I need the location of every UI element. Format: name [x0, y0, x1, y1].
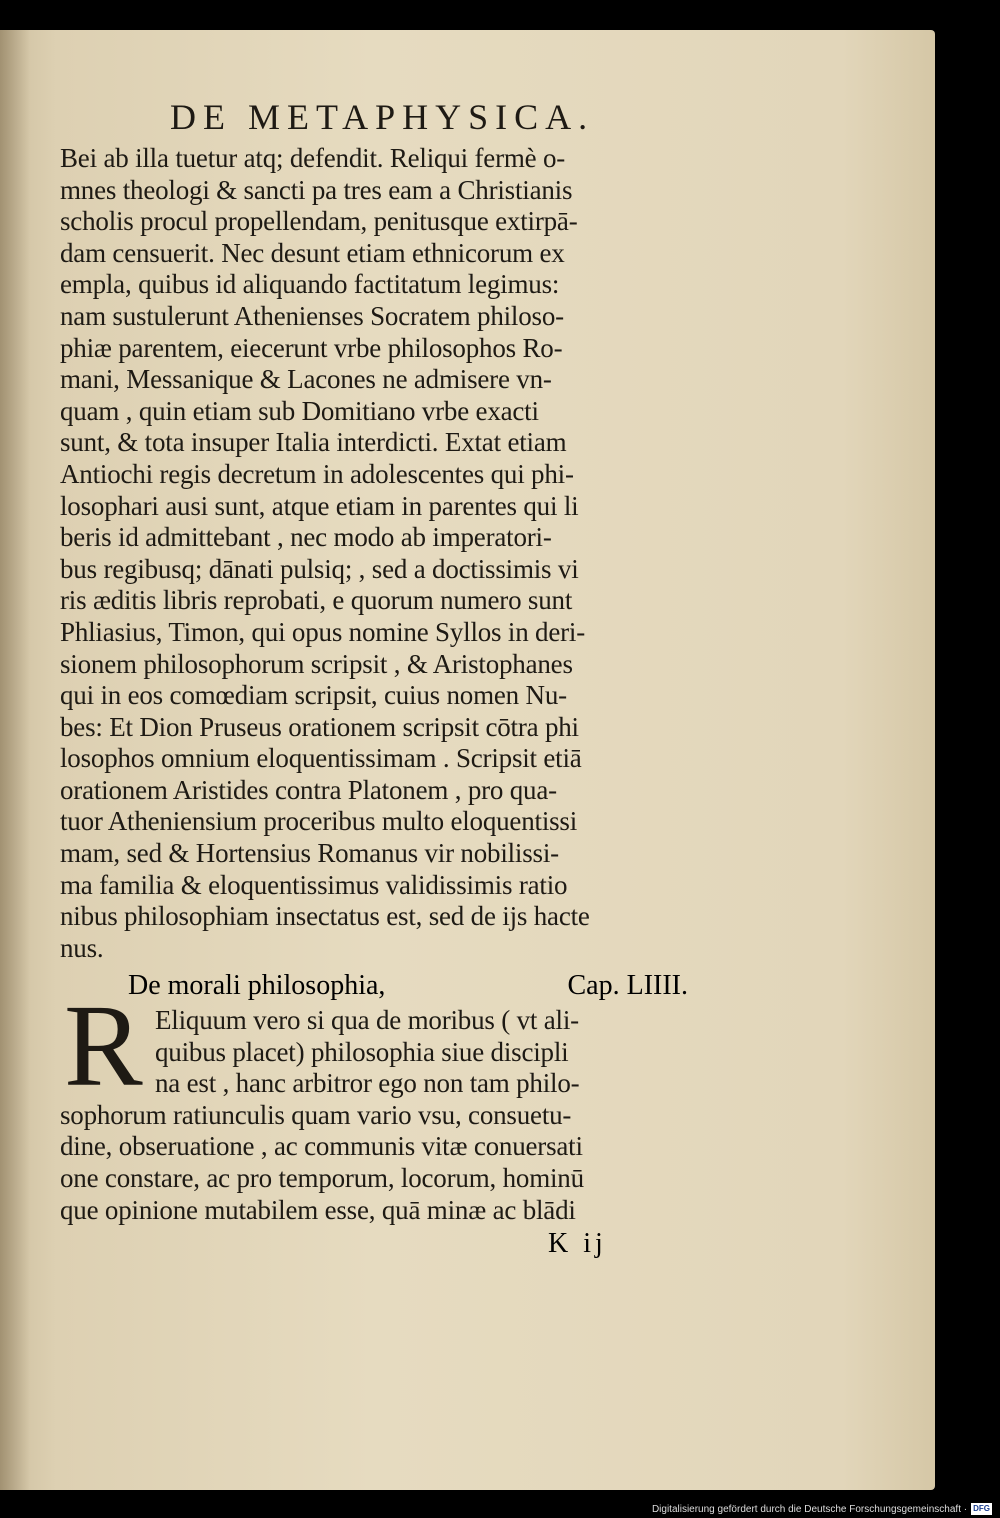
text-line: quam , quin etiam sub Domitiano vrbe exacti [60, 395, 539, 426]
text-line: phiæ parentem, eiecerunt vrbe philosophos Ro- [60, 332, 563, 363]
text-line: nus. [60, 932, 104, 963]
body-text [60, 143, 740, 964]
dfg-logo: DFG [973, 1504, 990, 1513]
text-line: nam sustulerunt Athenienses Socratem philoso- [60, 300, 564, 331]
text-line: scholis procul propellendam, penitusque extirpā- [60, 206, 578, 237]
chapter-text [60, 1005, 740, 1226]
text-line: losophari ausi sunt, atque etiam in parentes qui li [60, 490, 579, 521]
text-line: sionem philosophorum scripsit , & Aristophanes [60, 648, 573, 679]
drop-capital: R [64, 980, 143, 1111]
chapter-title: De morali philosophia, [128, 970, 386, 1001]
text-line: dam censuerit. Nec desunt etiam ethnicorum ex [60, 237, 565, 268]
text-line: bus regibusq; dānati pulsiq; , sed a doctissimis vi [60, 553, 579, 584]
text-line: one constare, ac pro temporum, locorum, hominū [60, 1162, 584, 1193]
text-line: qui in eos comœdiam scripsit, cuius nomen Nu- [60, 680, 567, 711]
text-line: mnes theologi & sancti pa tres eam a Christianis [60, 174, 573, 205]
text-line: orationem Aristides contra Platonem , pro qua- [60, 774, 557, 805]
text-line: losophos omnium eloquentissimam . Scripsit etiā [60, 743, 582, 774]
text-line: bes: Et Dion Pruseus orationem scripsit cōtra phi [60, 711, 579, 742]
text-line: dine, obseruatione , ac communis vitæ conuersati [60, 1131, 583, 1162]
gutter-shadow [0, 30, 30, 1490]
signature-mark: K ij [548, 1228, 607, 1259]
text-line: na est , hanc arbitror ego non tam philo- [155, 1068, 580, 1099]
text-line: sunt, & tota insuper Italia interdicti. Extat etiam [60, 427, 567, 458]
chapter-heading [128, 970, 688, 1002]
text-line: quibus placet) philosophia siue discipli [155, 1036, 569, 1067]
text-line: Antiochi regis decretum in adolescentes qui phi- [60, 458, 574, 489]
text-line: mani, Messanique & Lacones ne admisere vn- [60, 364, 552, 395]
text-line: nibus philosophiam insectatus est, sed de ijs hacte [60, 901, 590, 932]
text-line: sophorum ratiunculis quam vario vsu, consuetu- [60, 1099, 572, 1130]
footer-text: Digitalisierung gefördert durch die Deutsche Forschungsgemeinschaft · [651, 1503, 968, 1515]
text-line: Bei ab illa tuetur atq; defendit. Reliqui fermè o- [60, 143, 566, 173]
text-line: ma familia & eloquentissimus validissimis ratio [60, 869, 568, 900]
text-line: beris id admittebant , nec modo ab imperatori- [60, 522, 552, 553]
chapter-number: Cap. LIIII. [567, 970, 688, 1001]
text-line: tuor Atheniensium proceribus multo eloquentissi [60, 806, 578, 837]
text-line: ris æditis libris reprobati, e quorum numero sunt [60, 585, 573, 616]
text-line: mam, sed & Hortensius Romanus vir nobilissi- [60, 838, 559, 869]
text-line: que opinione mutabilem esse, quā minæ ac blādi [60, 1194, 576, 1225]
running-head: DE METAPHYSICA. [170, 97, 595, 137]
text-line: Phliasius, Timon, qui opus nomine Syllos in deri- [60, 616, 586, 647]
text-line: empla, quibus id aliquando factitatum legimus: [60, 269, 560, 300]
text-line: Eliquum vero si qua de moribus ( vt ali- [155, 1005, 579, 1035]
footer-credit [652, 1502, 992, 1516]
